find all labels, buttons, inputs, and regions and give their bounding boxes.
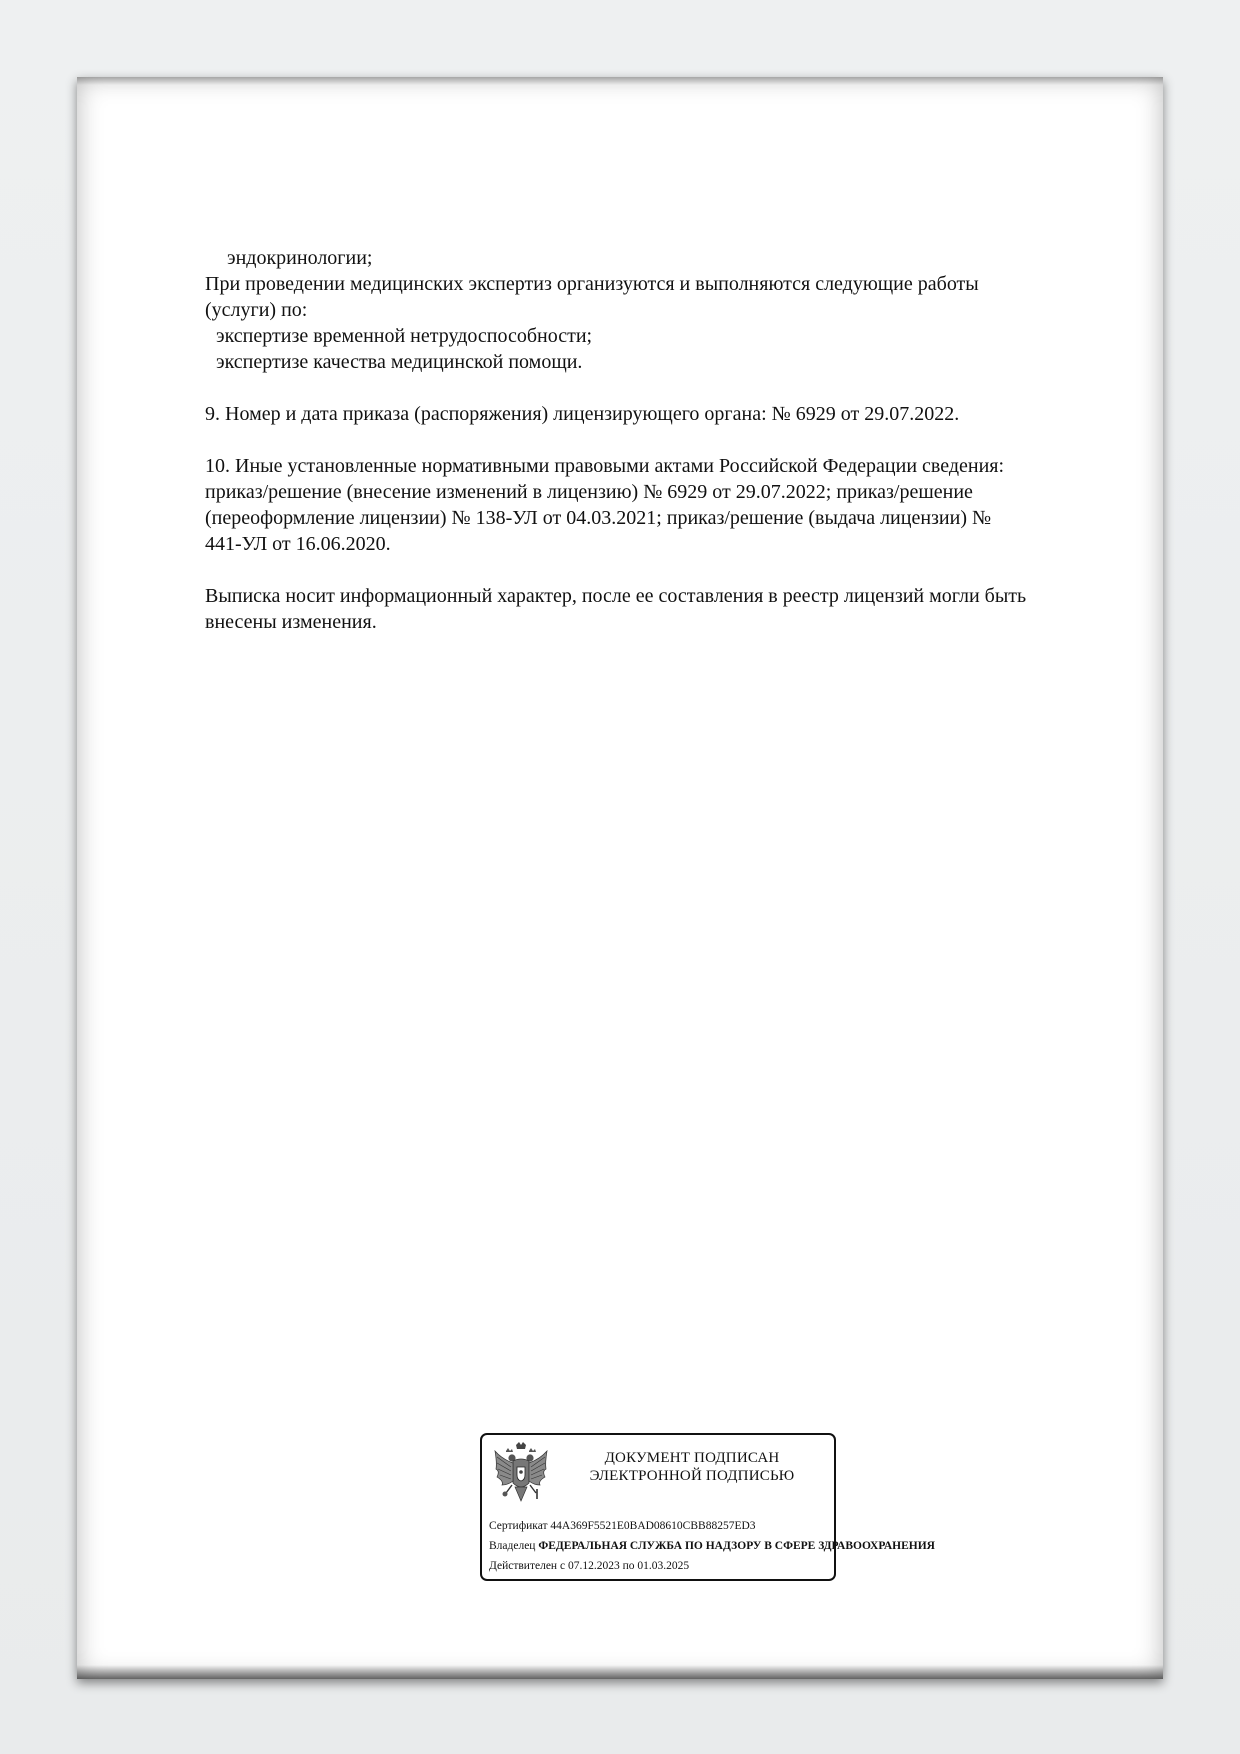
- page-bottom-shadow: [77, 1665, 1163, 1679]
- certificate-value: 44A369F5521E0BAD08610CBB88257ED3: [550, 1520, 756, 1532]
- document-page: [77, 77, 1163, 1679]
- text-line: экспертизе качества медицинской помощи.: [216, 351, 583, 373]
- text-line: экспертизе временной нетрудоспособности;: [216, 325, 593, 347]
- stamp-title-line: ЭЛЕКТРОННОЙ ПОДПИСЬЮ: [589, 1468, 795, 1484]
- document-body: [205, 245, 1105, 635]
- stamp-owner: [489, 1539, 935, 1553]
- valid-from: 07.12.2023: [567, 1560, 620, 1572]
- russian-coat-of-arms-icon: [492, 1441, 550, 1507]
- text-line: 10. Иные установленные нормативными правовыми актами Российской Федерации сведения:: [205, 455, 1005, 477]
- owner-value: ФЕДЕРАЛЬНАЯ СЛУЖБА ПО НАДЗОРУ В СФЕРЕ ЗДРАВООХРАНЕНИЯ: [538, 1540, 935, 1552]
- order-number-paragraph: 9. Номер и дата приказа (распоряжения) лицензирующего органа: № 6929 от 29.07.2022.: [205, 403, 960, 425]
- text-line: 441-УЛ от 16.06.2020.: [205, 533, 391, 555]
- stamp-title-line: ДОКУМЕНТ ПОДПИСАН: [604, 1450, 780, 1466]
- text-line: При проведении медицинских экспертиз организуются и выполняются следующие работы: [205, 273, 979, 295]
- text-line: эндокринологии;: [227, 247, 373, 269]
- text-line: приказ/решение (внесение изменений в лицензию) № 6929 от 29.07.2022; приказ/решение: [205, 481, 973, 503]
- stamp-certificate: [489, 1519, 756, 1533]
- stamp-title: [572, 1449, 812, 1485]
- text-line: (переоформление лицензии) № 138-УЛ от 04.03.2021; приказ/решение (выдача лицензии) №: [205, 507, 992, 529]
- text-line: внесены изменения.: [205, 611, 377, 633]
- validity-label: Действителен с: [489, 1560, 566, 1572]
- page-top-shadow: [77, 77, 1163, 85]
- stamp-validity: [489, 1559, 689, 1573]
- text-line: Выписка носит информационный характер, после ее составления в реестр лицензий могли быть: [205, 585, 1027, 607]
- owner-label: Владелец: [489, 1540, 536, 1552]
- certificate-label: Сертификат: [489, 1520, 548, 1532]
- validity-to-label: по: [622, 1560, 635, 1572]
- valid-to: 01.03.2025: [637, 1560, 690, 1572]
- electronic-signature-stamp: [480, 1433, 935, 1581]
- text-line: (услуги) по:: [205, 299, 308, 321]
